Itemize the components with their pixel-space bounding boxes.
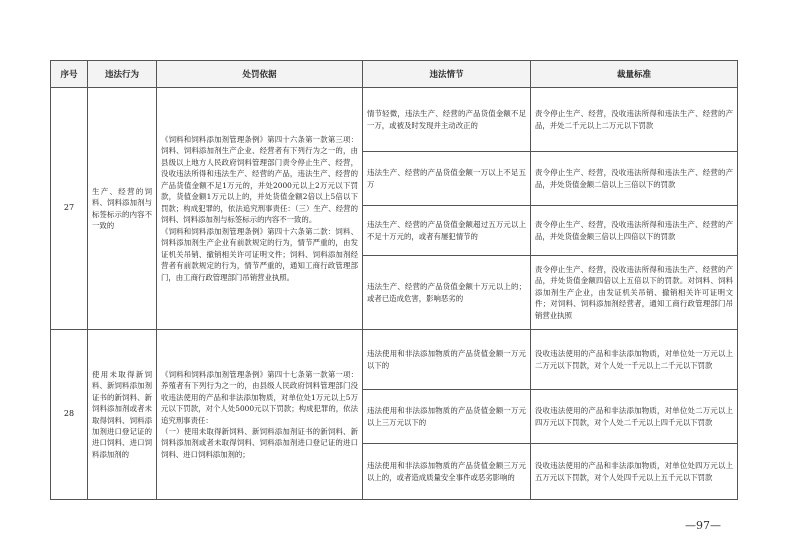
circumstance-cell: 违法使用和非法添加物质的产品货值金额一万元以下的 (363, 330, 531, 390)
penalty-table (50, 60, 738, 500)
table-header-row (51, 61, 738, 88)
standard-cell: 没收违法使用的产品和非法添加物质，对单位处四万元以上五万元以下罚款，对个人处四千元以上五千元以下罚款 (531, 444, 738, 500)
violation-act: 生产、经营的饲料、饲料添加剂与标签标示的内容不一致的 (88, 88, 157, 330)
header-standard: 裁量标准 (531, 61, 738, 88)
circumstance-cell: 情节轻微，违法生产、经营的产品货值金额不足一万，或被及时发现并主动改正的 (363, 88, 531, 152)
header-act: 违法行为 (88, 61, 157, 88)
violation-act: 使用未取得新饲料、新饲料添加剂证书的新饲料、新饲料添加剂或者未取得饲料、饲料添加剂进口登记证的进口饲料、进口饲料添加剂的 (88, 330, 157, 500)
standard-cell: 责令停止生产、经营，没收违法所得和违法生产、经营的产品，并处二千元以上二万元以下罚款 (531, 88, 738, 152)
table-row (51, 88, 738, 152)
circumstance-cell: 违法生产、经营的产品货值金额超过五万元以上不足十万元的，或者有屡犯情节的 (363, 206, 531, 256)
page-number: —97— (685, 519, 721, 532)
row-number: 28 (51, 330, 88, 500)
row-number: 27 (51, 88, 88, 330)
penalty-basis: 《饲料和饲料添加剂管理条例》第四十七条第一款第一项：养殖者有下列行为之一的，由县级人民政府饲料管理部门没收违法使用的产品和非法添加物质，对单位处1万元以上5万元以下罚款，对个人处5000元以下罚款；构成犯罪的，依法追究刑事责任： （一）使用未取得新饲料、新饲料添加剂证书的新饲料、新饲料添加剂或者未取得饲料、饲料添加剂进口登记证的进口饲料、进口饲料添加剂的； (157, 330, 363, 500)
table-row (51, 330, 738, 390)
standard-cell: 没收违法使用的产品和非法添加物质，对单位处二万元以上四万元以下罚款，对个人处二千元以上四千元以下罚款 (531, 390, 738, 444)
circumstance-cell: 违法生产、经营的产品货值金额一万以上不足五万 (363, 152, 531, 206)
circumstance-cell: 违法使用和非法添加物质的产品货值金额三万元以上的，或者造成质量安全事件或恶劣影响的 (363, 444, 531, 500)
circumstance-cell: 违法生产、经营的产品货值金额十万元以上的；或者已造成危害，影响恶劣的 (363, 256, 531, 330)
penalty-basis: 《饲料和饲料添加剂管理条例》第四十六条第一款第三项：饲料、饲料添加剂生产企业、经营者有下列行为之一的，由县级以上地方人民政府饲料管理部门责令停止生产、经营，没收违法所得和违法生产、经营的产品，违法生产、经营的产品货值金额不足1万元的，并处2000元以上2万元以下罚款，货值金额1万元以上的，并处货值金额2倍以上5倍以下罚款；构成犯罪的，依法追究刑事责任：（三）生产、经营的饲料、饲料添加剂与标签标示的内容不一致的。 《饲料和饲料添加剂管理条例》第四十六条第二款：饲料、饲料添加剂生产企业有前款规定的行为，情节严重的，由发证机关吊销、撤销相关许可证明文件；饲料、饲料添加剂经营者有前款规定的行为，情节严重的，通知工商行政管理部门，由工商行政管理部门吊销营业执照。 (157, 88, 363, 330)
standard-cell: 责令停止生产、经营，没收违法所得和违法生产、经营的产品，并处货值金额二倍以上三倍以下的罚款 (531, 152, 738, 206)
standard-cell: 责令停止生产、经营，没收违法所得和违法生产、经营的产品，并处货值金额三倍以上四倍以下的罚款 (531, 206, 738, 256)
header-basis: 处罚依据 (157, 61, 363, 88)
header-circumstance: 违法情节 (363, 61, 531, 88)
penalty-table-wrapper (50, 60, 737, 500)
standard-cell: 责令停止生产、经营，没收违法所得和违法生产、经营的产品，并处货值金额四倍以上五倍以下的罚款。对饲料、饲料添加剂生产企业，由发证机关吊销、撤销相关许可证明文件；对饲料、饲料添加剂经营者，通知工商行政管理部门吊销营业执照 (531, 256, 738, 330)
circumstance-cell: 违法使用和非法添加物质的产品货值金额一万元以上三万元以下的 (363, 390, 531, 444)
header-no: 序号 (51, 61, 88, 88)
standard-cell: 没收违法使用的产品和非法添加物质，对单位处一万元以上二万元以下罚款，对个人处一千元以上二千元以下罚款 (531, 330, 738, 390)
